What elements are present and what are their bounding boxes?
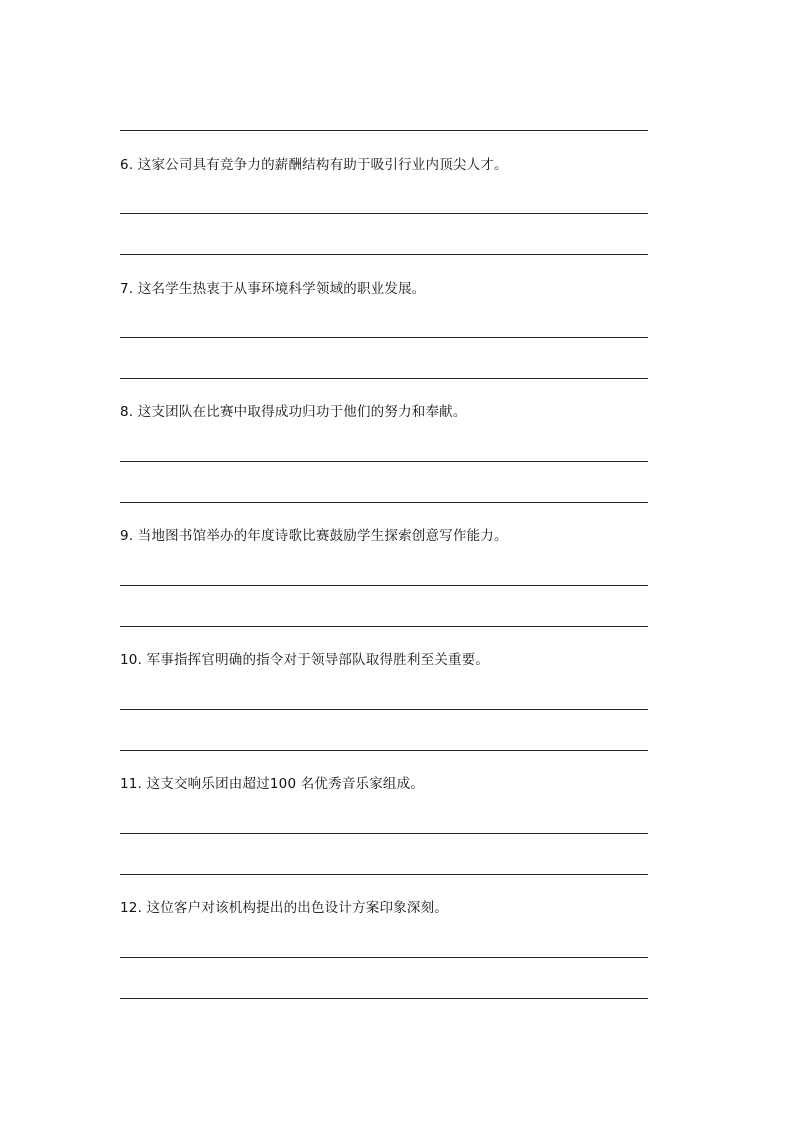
answer-line (120, 502, 648, 503)
question-text: 军事指挥官明确的指令对于领导部队取得胜利至关重要。 (146, 652, 490, 668)
question-11 (120, 775, 660, 793)
question-8 (120, 403, 660, 421)
question-number: 9. (120, 528, 134, 544)
question-text: 这支团队在比赛中取得成功归功于他们的努力和奉献。 (137, 404, 467, 420)
answer-line (120, 957, 648, 958)
question-text: 这家公司具有竞争力的薪酬结构有助于吸引行业内顶尖人才。 (137, 157, 508, 173)
question-6 (120, 156, 660, 174)
question-text: 这名学生热衷于从事环境科学领域的职业发展。 (137, 281, 426, 297)
question-number: 10. (120, 652, 143, 668)
question-number: 11. (120, 776, 143, 792)
answer-line (120, 378, 648, 379)
answer-line (120, 833, 648, 834)
question-12 (120, 899, 660, 917)
question-number: 7. (120, 281, 134, 297)
answer-line (120, 213, 648, 214)
question-text: 当地图书馆举办的年度诗歌比赛鼓励学生探索创意写作能力。 (137, 528, 508, 544)
question-text: 这位客户对该机构提出的出色设计方案印象深刻。 (146, 900, 448, 916)
question-7 (120, 280, 660, 298)
answer-line (120, 750, 648, 751)
answer-line (120, 130, 648, 131)
question-number: 6. (120, 157, 134, 173)
answer-line (120, 709, 648, 710)
question-number: 8. (120, 404, 134, 420)
answer-line (120, 585, 648, 586)
question-text: 这支交响乐团由超过100 名优秀音乐家组成。 (146, 776, 425, 792)
answer-line (120, 337, 648, 338)
question-number: 12. (120, 900, 143, 916)
answer-line (120, 461, 648, 462)
answer-line (120, 626, 648, 627)
question-9 (120, 527, 660, 545)
answer-line (120, 254, 648, 255)
answer-line (120, 998, 648, 999)
answer-line (120, 874, 648, 875)
question-10 (120, 651, 660, 669)
